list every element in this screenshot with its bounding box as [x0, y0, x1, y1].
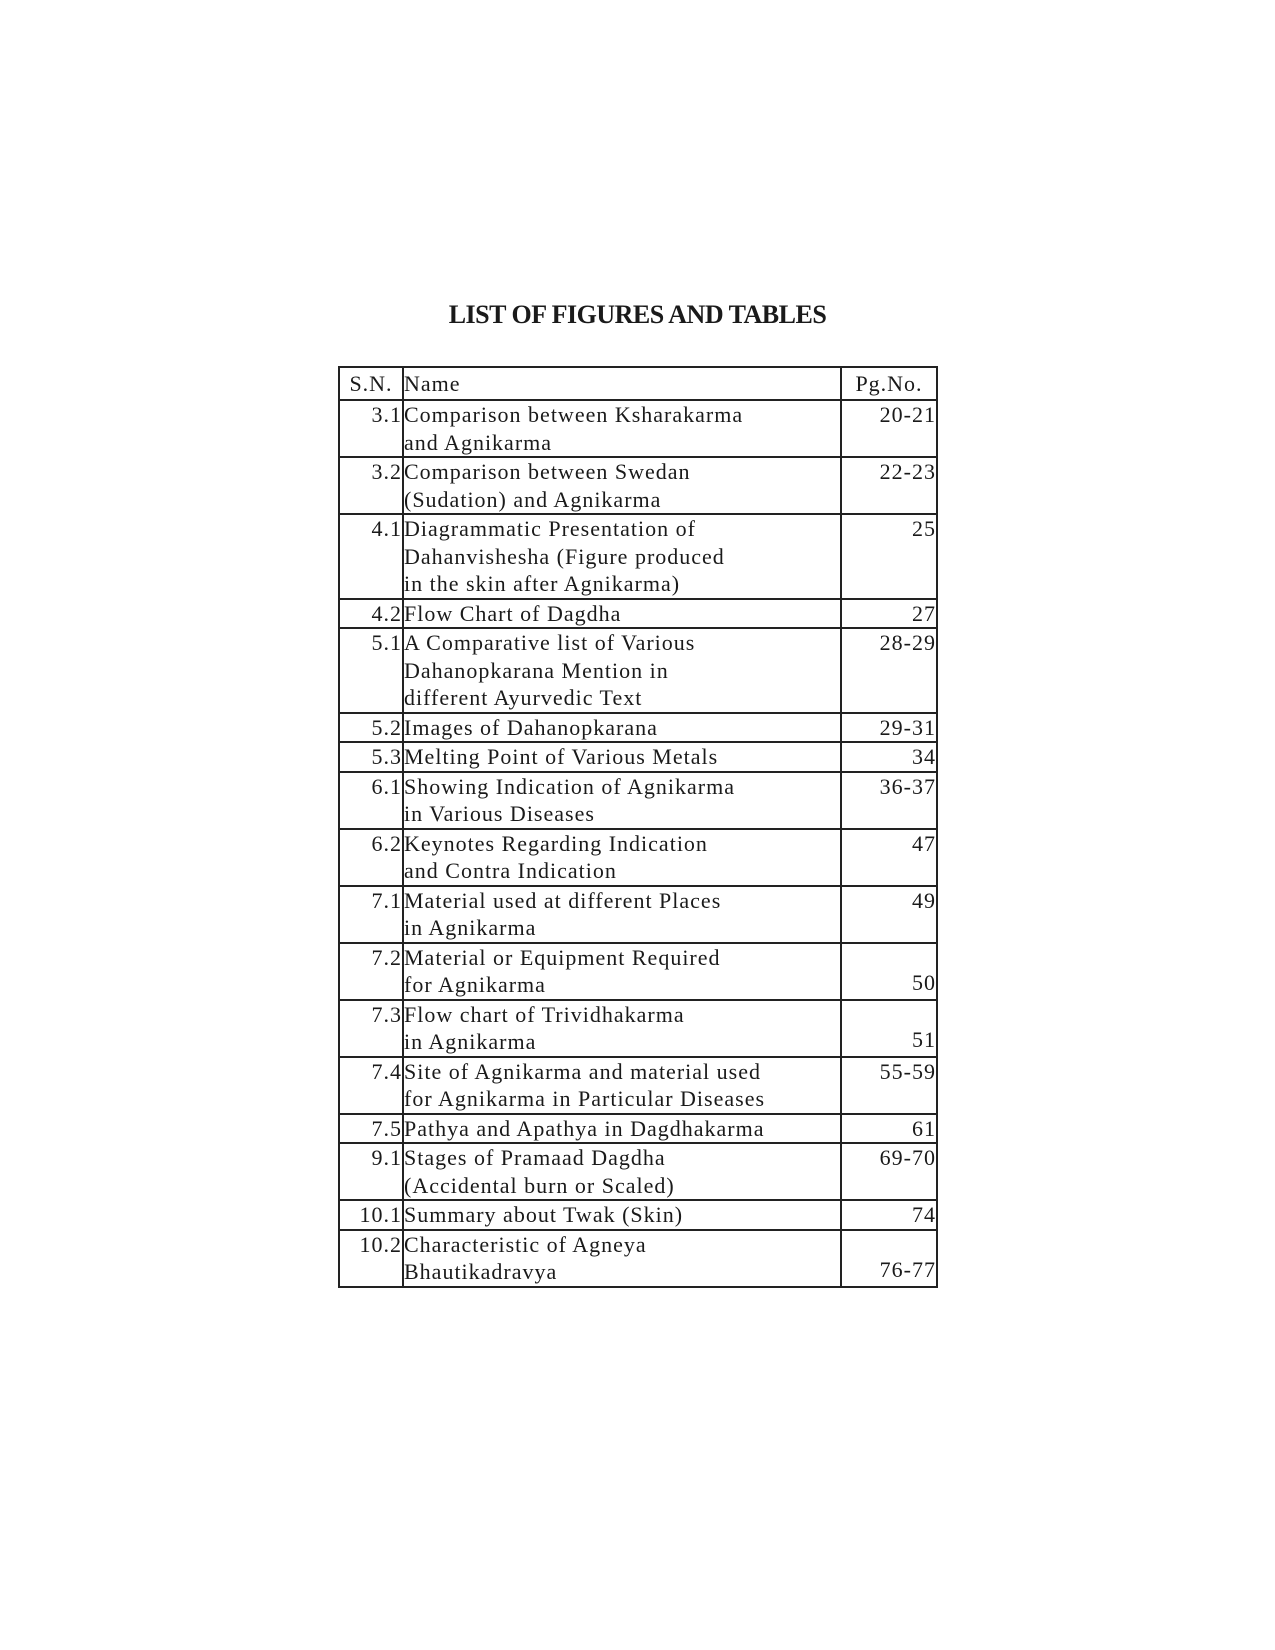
- row-page-number: 25: [841, 514, 937, 599]
- row-name: [403, 400, 841, 457]
- row-name: [403, 886, 841, 943]
- row-name-line: Flow chart of Trividhakarma: [404, 1001, 685, 1027]
- row-name-line: Material or Equipment Required: [404, 944, 721, 970]
- row-name: [403, 1230, 841, 1287]
- row-page-number: 49: [841, 886, 937, 943]
- row-name: [403, 713, 841, 743]
- row-name-line: Bhautikadravya: [404, 1259, 558, 1284]
- table-row: [339, 1200, 937, 1230]
- row-name-line: Images of Dahanopkarana: [404, 714, 658, 740]
- page-title: LIST OF FIGURES AND TABLES: [448, 300, 827, 329]
- row-name: [403, 599, 841, 629]
- row-name: [403, 1143, 841, 1200]
- row-sn: 4.1: [339, 514, 403, 599]
- table-row: [339, 400, 937, 457]
- row-sn: 7.3: [339, 1000, 403, 1057]
- row-name: [403, 628, 841, 713]
- row-name-line: Material used at different Places: [404, 887, 722, 913]
- row-page-number: 28-29: [841, 628, 937, 713]
- figures-tables-list: [338, 366, 938, 1288]
- row-name-line: in Agnikarma: [404, 915, 537, 940]
- row-name-line: for Agnikarma: [404, 972, 546, 997]
- header-sn: S.N.: [339, 367, 403, 400]
- row-page-number: 47: [841, 829, 937, 886]
- row-name: [403, 514, 841, 599]
- table-row: [339, 886, 937, 943]
- row-name-line: (Sudation) and Agnikarma: [404, 486, 662, 512]
- row-name-line: Pathya and Apathya in Dagdhakarma: [404, 1115, 765, 1141]
- row-sn: 10.2: [339, 1230, 403, 1287]
- row-sn: 5.1: [339, 628, 403, 713]
- row-sn: 5.3: [339, 742, 403, 772]
- header-page-number: Pg.No.: [841, 367, 937, 400]
- row-name: [403, 772, 841, 829]
- row-name-line: different Ayurvedic Text: [404, 685, 643, 710]
- row-sn: 3.2: [339, 457, 403, 514]
- table-row: [339, 1230, 937, 1287]
- table-row: [339, 457, 937, 514]
- row-page-number: 76-77: [841, 1230, 937, 1287]
- row-name: [403, 1000, 841, 1057]
- row-name-line: Dahanopkarana Mention in: [404, 657, 669, 683]
- row-sn: 6.1: [339, 772, 403, 829]
- row-name-line: Dahanvishesha (Figure produced: [404, 543, 725, 569]
- table-row: [339, 1057, 937, 1114]
- row-name: [403, 1200, 841, 1230]
- row-sn: 10.1: [339, 1200, 403, 1230]
- table-row: [339, 599, 937, 629]
- table-row: [339, 772, 937, 829]
- row-page-number: 27: [841, 599, 937, 629]
- row-name-line: Characteristic of Agneya: [404, 1231, 647, 1257]
- table-row: [339, 943, 937, 1000]
- row-page-number: 36-37: [841, 772, 937, 829]
- row-name: [403, 1114, 841, 1144]
- row-page-number: 61: [841, 1114, 937, 1144]
- row-sn: 9.1: [339, 1143, 403, 1200]
- row-name-line: in Various Diseases: [404, 801, 595, 826]
- row-name-line: and Agnikarma: [404, 429, 553, 455]
- header-row: [339, 367, 937, 400]
- table-row: [339, 1143, 937, 1200]
- row-page-number: 22-23: [841, 457, 937, 514]
- header-name: Name: [403, 367, 841, 400]
- row-name-line: Flow Chart of Dagdha: [404, 600, 622, 626]
- row-page-number: 34: [841, 742, 937, 772]
- row-sn: 4.2: [339, 599, 403, 629]
- row-sn: 7.4: [339, 1057, 403, 1114]
- row-page-number: 69-70: [841, 1143, 937, 1200]
- row-name: [403, 457, 841, 514]
- row-page-number: 74: [841, 1200, 937, 1230]
- row-name: [403, 943, 841, 1000]
- table-row: [339, 1000, 937, 1057]
- table-row: [339, 829, 937, 886]
- row-sn: 7.5: [339, 1114, 403, 1144]
- row-name-line: Keynotes Regarding Indication: [404, 830, 708, 856]
- row-name-line: Comparison between Ksharakarma: [404, 402, 744, 427]
- row-page-number: 50: [841, 943, 937, 1000]
- row-name-line: A Comparative list of Various: [404, 630, 696, 655]
- row-name: [403, 742, 841, 772]
- row-sn: 6.2: [339, 829, 403, 886]
- row-page-number: 51: [841, 1000, 937, 1057]
- row-name-line: Summary about Twak (Skin): [404, 1202, 684, 1227]
- row-name-line: in Agnikarma: [404, 1029, 537, 1054]
- row-sn: 7.1: [339, 886, 403, 943]
- table-row: [339, 713, 937, 743]
- row-name: [403, 1057, 841, 1114]
- row-name-line: Melting Point of Various Metals: [404, 744, 719, 769]
- row-name-line: in the skin after Agnikarma): [404, 571, 681, 596]
- table-row: [339, 742, 937, 772]
- row-name-line: (Accidental burn or Scaled): [404, 1172, 675, 1198]
- row-name-line: Showing Indication of Agnikarma: [404, 773, 736, 799]
- row-sn: 7.2: [339, 943, 403, 1000]
- row-name-line: and Contra Indication: [404, 858, 617, 883]
- row-name-line: Comparison between Swedan: [404, 459, 691, 484]
- row-name: [403, 829, 841, 886]
- row-name-line: Diagrammatic Presentation of: [404, 516, 696, 541]
- row-name-line: Stages of Pramaad Dagdha: [404, 1145, 666, 1170]
- table-body: [339, 400, 937, 1287]
- row-sn: 3.1: [339, 400, 403, 457]
- table-row: [339, 514, 937, 599]
- row-name-line: for Agnikarma in Particular Diseases: [404, 1086, 766, 1111]
- row-page-number: 20-21: [841, 400, 937, 457]
- row-page-number: 55-59: [841, 1057, 937, 1114]
- row-sn: 5.2: [339, 713, 403, 743]
- row-name-line: Site of Agnikarma and material used: [404, 1058, 761, 1084]
- table-row: [339, 628, 937, 713]
- table-row: [339, 1114, 937, 1144]
- row-page-number: 29-31: [841, 713, 937, 743]
